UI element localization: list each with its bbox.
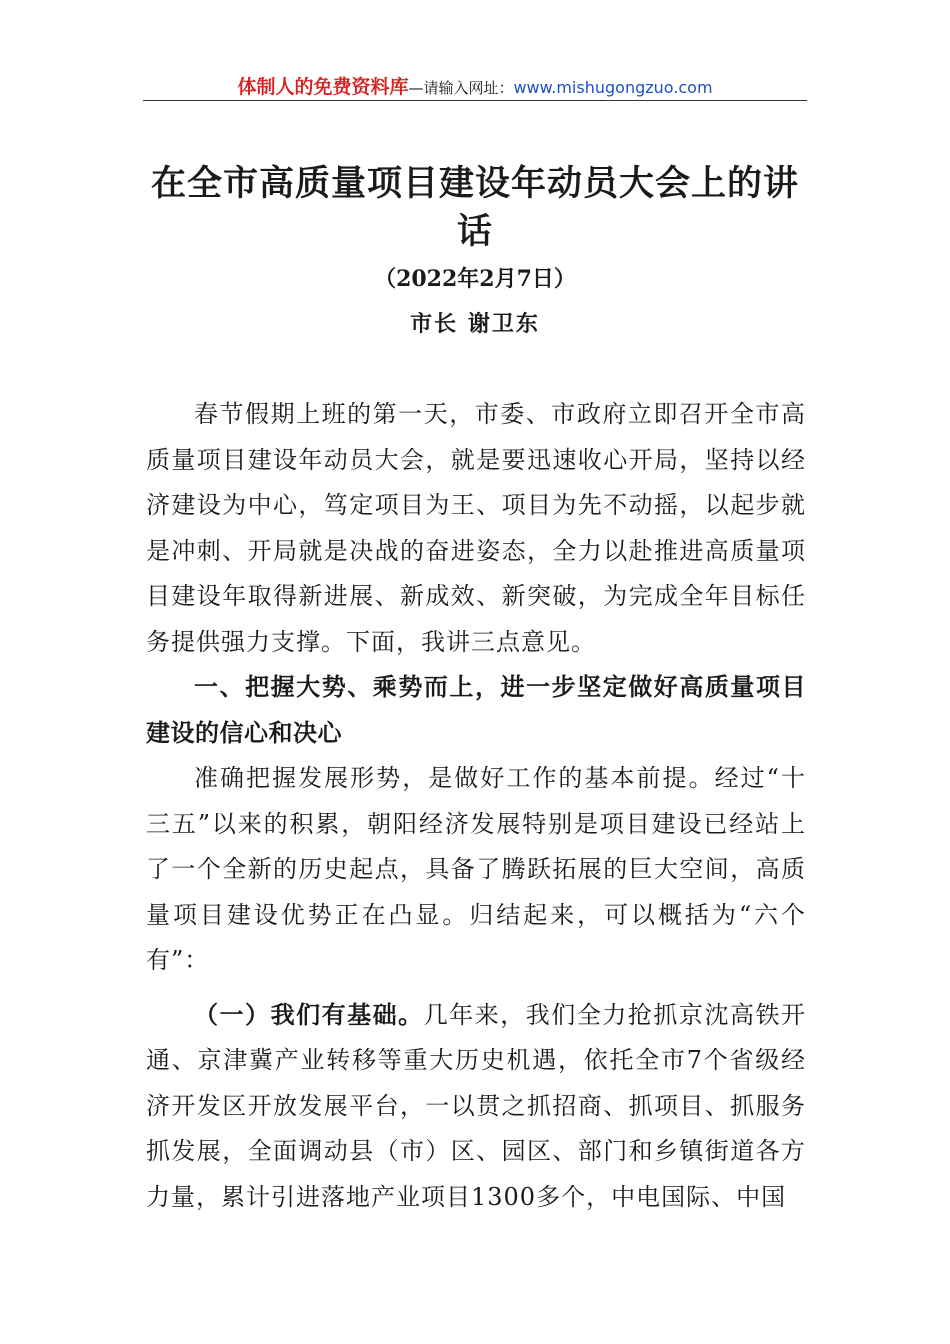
paragraph-point-1 xyxy=(146,992,806,1221)
header-url-link[interactable]: www.mishugongzuo.com xyxy=(513,78,713,97)
site-header xyxy=(143,72,807,101)
point-1-lead: （一）我们有基础。 xyxy=(194,999,424,1029)
document-date: （2022年2月7日） xyxy=(374,266,576,292)
paragraph-intro: 春节假期上班的第一天，市委、市政府立即召开全市高质量项目建设年动员大会，就是要迅速收心开局，坚持以经济建设为中心，笃定项目为王、项目为先不动摇，以起步就是冲刺、开局就是决战的奋进姿态，全力以赴推进高质量项目建设年取得新进展、新成效、新突破，为完成全年目标任务提供强力支撑。下面，我讲三点意见。 xyxy=(146,400,806,656)
document-body xyxy=(146,392,806,1220)
document-title: 在全市高质量项目建设年动员大会上的讲话 xyxy=(150,163,799,252)
header-brand: 体制人的免费资料库 xyxy=(237,76,409,98)
paragraph-section-1: 准确把握发展形势，是做好工作的基本前提。经过“十三五”以来的积累，朝阳经济发展特别是项目建设已经站上了一个全新的历史起点，具备了腾跃拓展的巨大空间，高质量项目建设优势正在凸显。归结起来，可以概括为“六个有”： xyxy=(146,764,806,974)
point-1-text: 几年来，我们全力抢抓京沈高铁开通、京津冀产业转移等重大历史机遇，依托全市7个省级经济开发区开放发展平台，一以贯之抓招商、抓项目、抓服务抓发展，全面调动县（市）区、园区、部门和乡镇街道各方力量，累计引进落地产业项目1300多个，中电国际、中国 xyxy=(146,1000,807,1211)
header-prompt: —请输入网址： xyxy=(408,79,514,97)
document-author: 市长 谢卫东 xyxy=(410,311,540,337)
section-heading-1: 一、把握大势、乘势而上，进一步坚定做好高质量项目建设的信心和决心 xyxy=(146,673,806,747)
